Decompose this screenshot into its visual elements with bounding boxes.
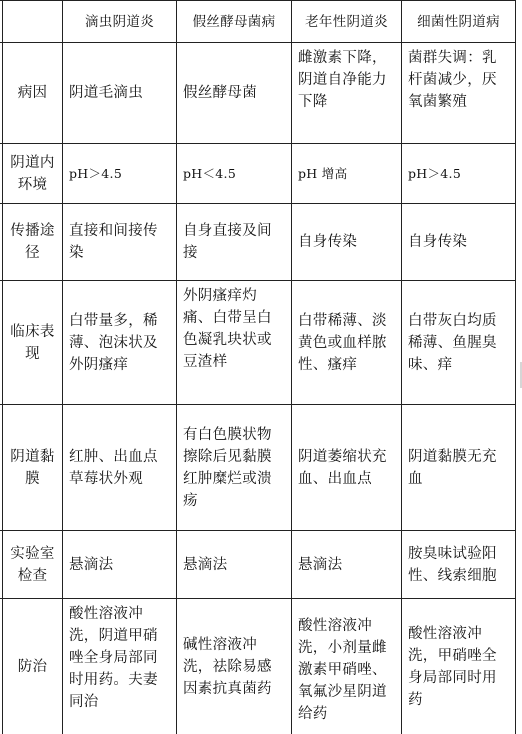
table-cell — [63, 599, 176, 734]
row-header-label: 阴道黏膜 — [10, 448, 55, 487]
table-cell — [402, 144, 515, 203]
column-header — [292, 1, 401, 42]
row-header — [3, 405, 62, 530]
row-header — [3, 43, 62, 143]
column-header-label: 老年性阴道炎 — [305, 13, 388, 30]
cell-text: 雌激素下降，阴道自净能力下降 — [298, 50, 387, 110]
cell-text: 悬滴法 — [183, 556, 228, 573]
row-header — [3, 531, 62, 598]
row-header — [3, 281, 62, 404]
table-cell — [292, 281, 401, 404]
cell-text: 酸性溶液冲洗，甲硝唑全身局部同时用药 — [408, 625, 497, 708]
row-header — [3, 204, 62, 280]
cell-text: 酸性溶液冲洗，阴道甲硝唑全身局部同时用药。夫妻同治 — [69, 606, 158, 710]
cell-text: pH＜4.5 — [183, 165, 237, 181]
cell-text: 直接和间接传染 — [69, 223, 158, 261]
cell-text: 阴道黏膜无充血 — [408, 448, 497, 487]
table-cell — [177, 204, 291, 280]
row-header-label: 防治 — [17, 658, 48, 675]
table-cell — [292, 599, 401, 734]
column-header-label: 滴虫阴道炎 — [85, 13, 154, 30]
row-header-label: 病因 — [17, 85, 48, 101]
column-header — [402, 1, 515, 42]
cell-text: 白带灰白均质稀薄、鱼腥臭味、痒 — [408, 312, 497, 373]
table-cell — [292, 405, 401, 530]
table-cell — [63, 144, 176, 203]
table-cell — [402, 43, 515, 143]
column-header-label: 假丝酵母菌病 — [192, 13, 276, 30]
cell-text: 红肿、出血点草莓状外观 — [69, 448, 158, 487]
cell-text: 白带量多，稀薄、泡沫状及外阴瘙痒 — [69, 312, 158, 373]
table-cell — [292, 144, 401, 203]
table-cell — [177, 144, 291, 203]
cell-text: 假丝酵母菌 — [183, 85, 257, 101]
row-header-label: 临床表现 — [10, 323, 55, 362]
table-cell — [402, 531, 515, 598]
table-cell — [292, 204, 401, 280]
cell-text: 自身传染 — [408, 234, 468, 250]
cell-text: 自身传染 — [298, 234, 358, 250]
table-cell — [177, 531, 291, 598]
cell-text: 悬滴法 — [69, 556, 114, 573]
column-header-label: 细菌性阴道病 — [417, 13, 500, 30]
table-cell — [63, 405, 176, 530]
cell-text: 阴道毛滴虫 — [69, 85, 143, 101]
row-header — [3, 144, 62, 203]
table-cell — [402, 281, 515, 404]
column-header — [63, 1, 176, 42]
cell-text: 白带稀薄、淡黄色或血样脓性、瘙痒 — [298, 312, 387, 373]
row-header — [3, 599, 62, 734]
cell-text: 悬滴法 — [298, 556, 343, 573]
table-cell — [402, 599, 515, 734]
table-cell — [177, 43, 291, 143]
table-cell — [402, 204, 515, 280]
row-header-label: 阴道内环境 — [10, 154, 55, 193]
table-cell — [63, 531, 176, 598]
cell-text: 酸性溶液冲洗，小剂量雌激素甲硝唑、氧氟沙星阴道给药 — [298, 618, 387, 722]
cell-text: 有白色膜状物擦除后见黏膜红肿糜烂或溃疡 — [183, 426, 272, 509]
table-cell — [177, 405, 291, 530]
cell-text: 外阴瘙痒灼痛、白带呈白色凝乳块状或豆渣样 — [183, 288, 272, 370]
table-cell — [63, 43, 176, 143]
table-cell — [63, 204, 176, 280]
table-cell — [292, 531, 401, 598]
table-cell — [177, 281, 291, 404]
row-header-label: 传播途径 — [10, 223, 55, 261]
cell-text: 菌群失调：乳杆菌减少，厌氧菌繁殖 — [408, 50, 497, 110]
cell-text: 胺臭味试验阳性、线索细胞 — [408, 545, 497, 584]
cell-text: pH 增高 — [298, 165, 348, 181]
cell-text: pH＞4.5 — [69, 165, 123, 181]
table-cell — [177, 599, 291, 734]
row-header-label: 实验室检查 — [10, 545, 55, 584]
cell-text: pH＞4.5 — [408, 165, 462, 181]
table-cell — [292, 43, 401, 143]
table-cell — [63, 281, 176, 404]
table-cell — [402, 405, 515, 530]
cell-text: 自身直接及间接 — [183, 223, 272, 261]
scrollbar-track[interactable] — [516, 0, 522, 734]
column-header — [177, 1, 291, 42]
cell-text: 碱性溶液冲洗，祛除易感因素抗真菌药 — [183, 636, 272, 697]
cell-text: 阴道萎缩状充血、出血点 — [298, 448, 387, 487]
